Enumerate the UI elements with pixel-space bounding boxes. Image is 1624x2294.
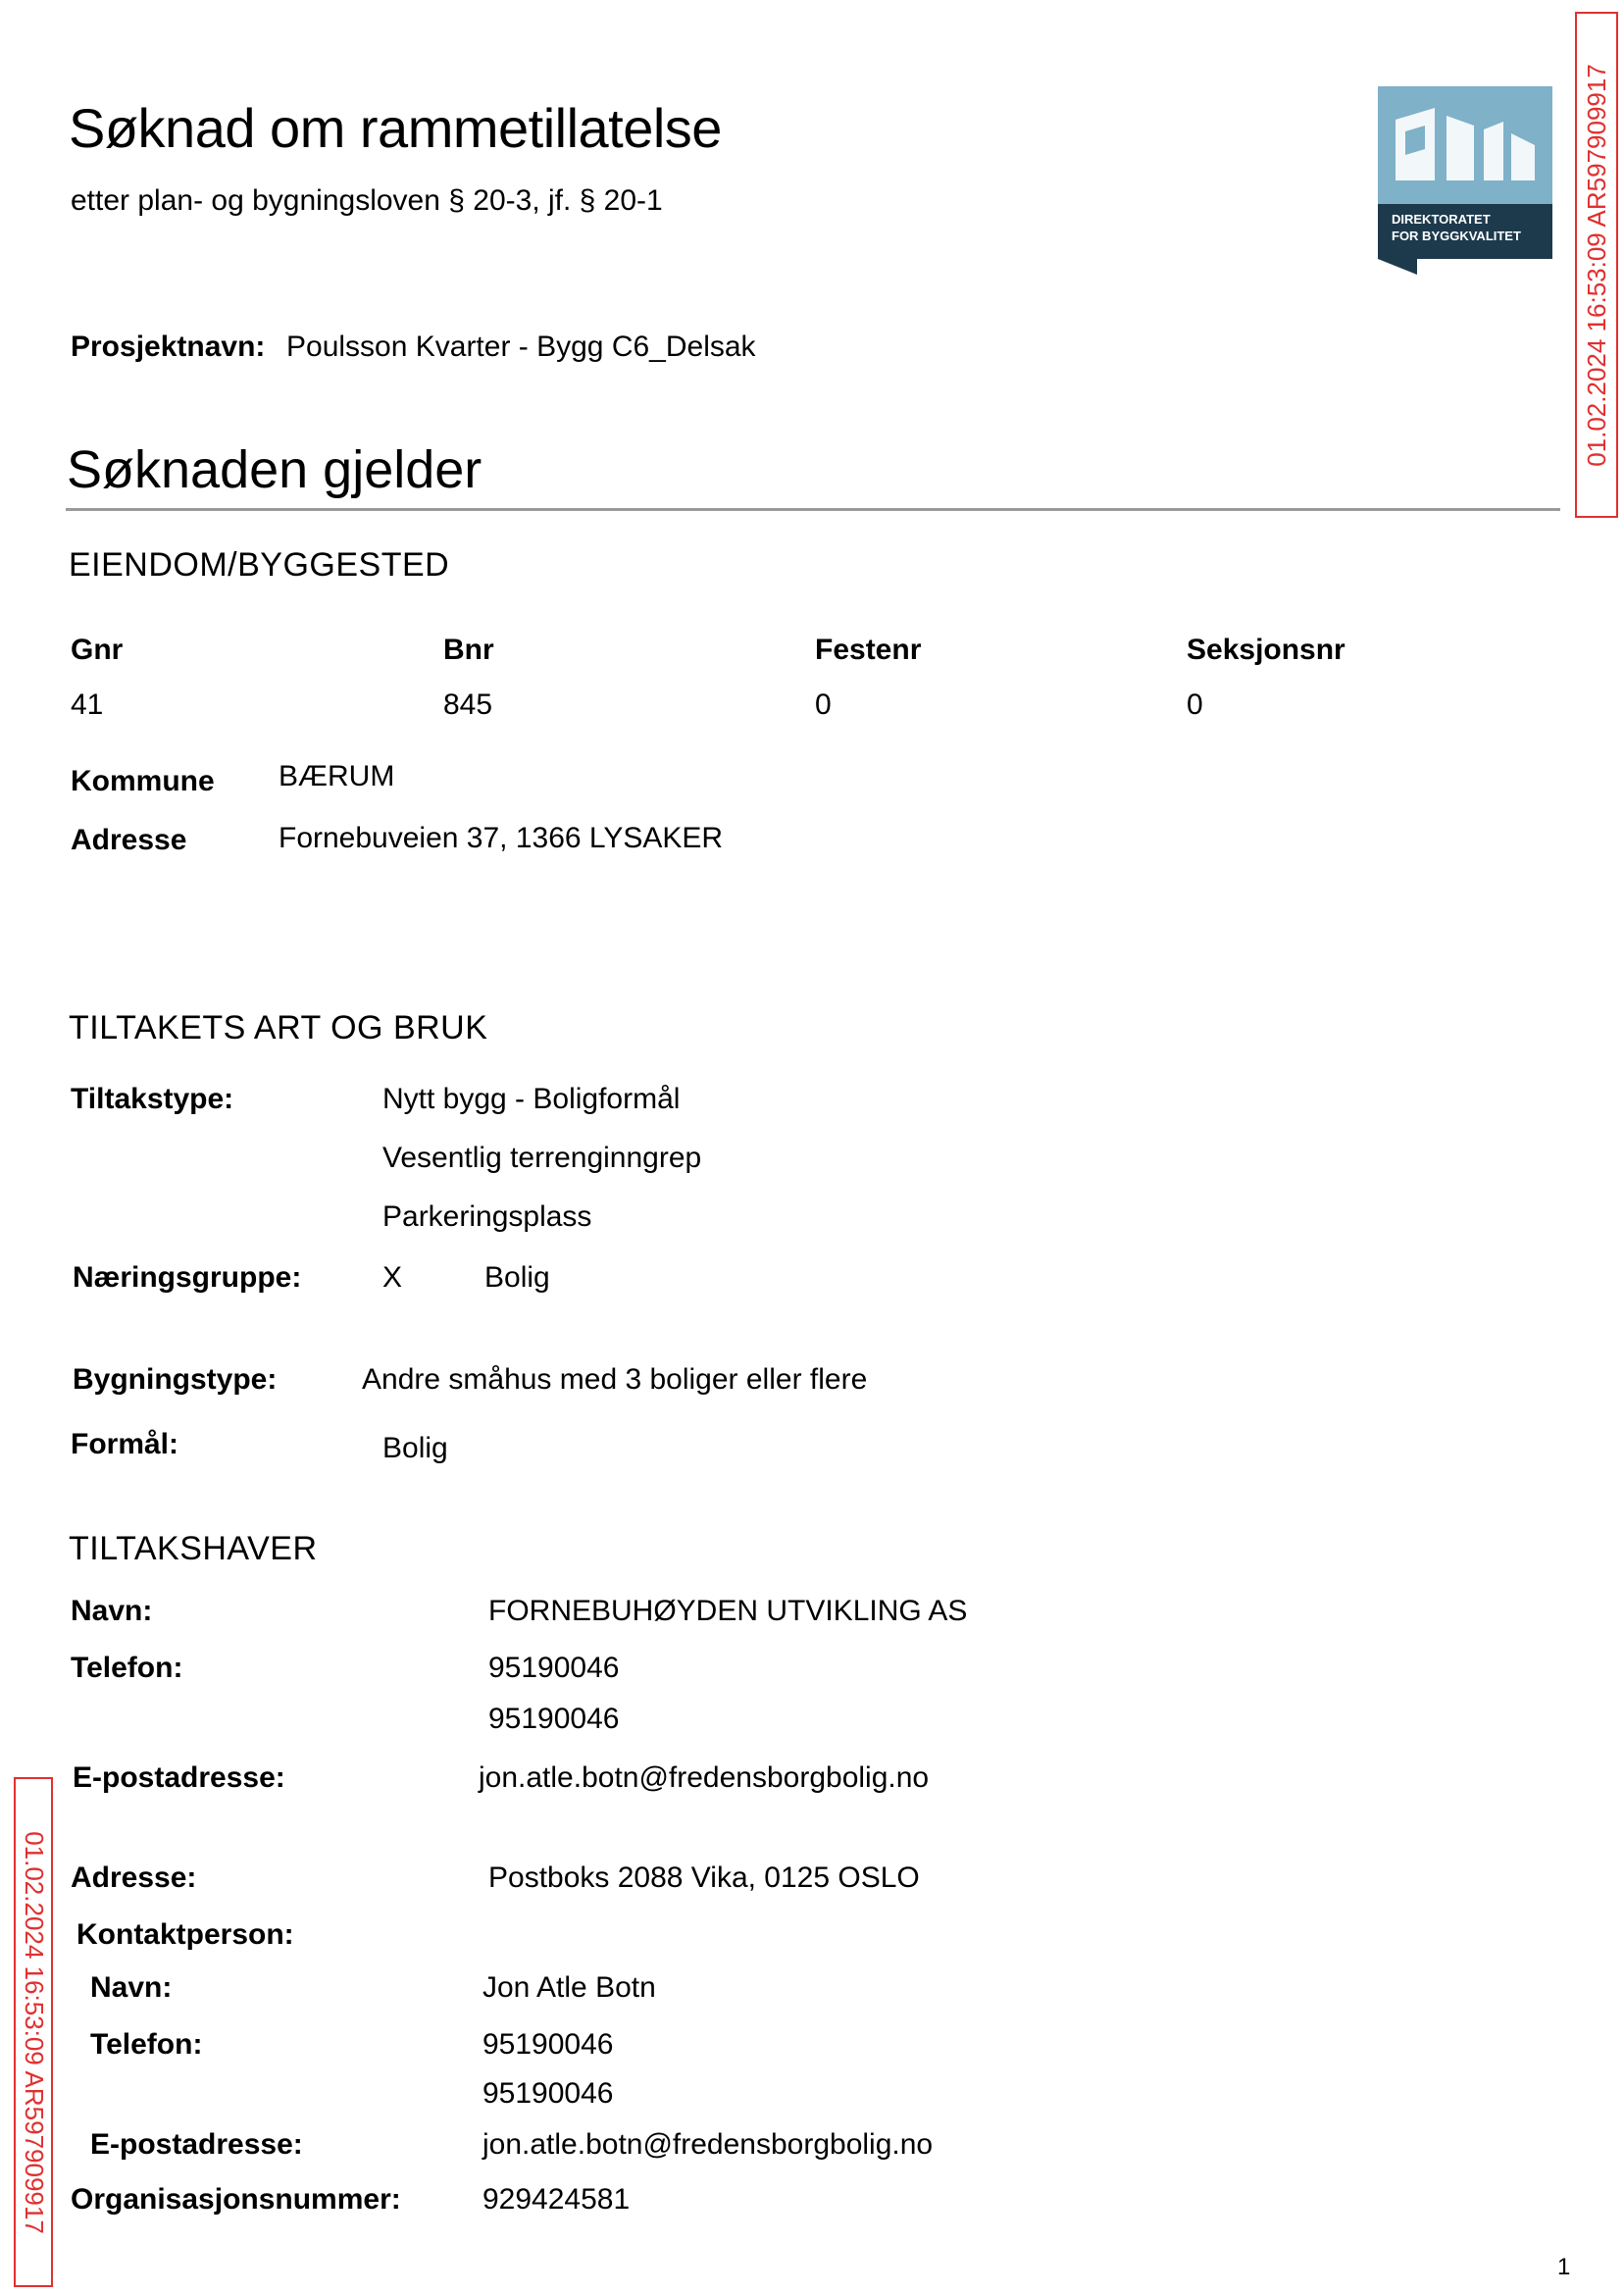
tiltakshaver-telefon-value: 95190046 <box>488 1652 620 1684</box>
festenr-label: Festenr <box>815 634 922 666</box>
seksjonsnr-value: 0 <box>1187 688 1203 721</box>
main-heading: Søknaden gjelder <box>67 440 482 499</box>
timestamp-stamp-bottom-text: 01.02.2024 16:53:09 AR597909917 <box>19 1830 49 2234</box>
orgnr-label: Organisasjonsnummer: <box>71 2183 401 2216</box>
section-tiltakshaver: TILTAKSHAVER <box>69 1530 318 1567</box>
tiltakstype-value: Nytt bygg - Boligformål <box>382 1083 681 1115</box>
timestamp-stamp-bottom <box>14 1777 53 2287</box>
project-name-value: Poulsson Kvarter - Bygg C6_Delsak <box>286 331 756 363</box>
tiltakshaver-adresse-value: Postboks 2088 Vika, 0125 OSLO <box>488 1861 920 1894</box>
tiltakshaver-adresse-label: Adresse: <box>71 1861 197 1894</box>
formal-label: Formål: <box>71 1428 179 1460</box>
kontakt-epost-label: E-postadresse: <box>90 2128 303 2161</box>
dibk-logo <box>1378 86 1552 275</box>
bygningstype-value: Andre småhus med 3 boliger eller flere <box>362 1363 868 1396</box>
tiltakstype-label: Tiltakstype: <box>71 1083 234 1115</box>
kontaktperson-label: Kontaktperson: <box>76 1918 294 1951</box>
kontakt-telefon-value: 95190046 <box>482 2028 614 2061</box>
kontakt-navn-label: Navn: <box>90 1971 173 2004</box>
naeringsgruppe-code: X <box>382 1261 403 1294</box>
bnr-value: 845 <box>443 688 493 721</box>
timestamp-stamp-top <box>1575 12 1618 518</box>
bygningstype-label: Bygningstype: <box>73 1363 278 1396</box>
document-title: Søknad om rammetillatelse <box>69 97 722 159</box>
svg-text:FOR BYGGKVALITET: FOR BYGGKVALITET <box>1392 229 1521 243</box>
kontakt-telefon-label: Telefon: <box>90 2028 203 2061</box>
gnr-label: Gnr <box>71 634 124 666</box>
gnr-value: 41 <box>71 688 104 721</box>
dibk-logo-graphic <box>1378 86 1552 275</box>
section-tiltak: TILTAKETS ART OG BRUK <box>69 1009 488 1046</box>
adresse-value: Fornebuveien 37, 1366 LYSAKER <box>279 822 724 854</box>
tiltakshaver-epost-value: jon.atle.botn@fredensborgbolig.no <box>479 1761 930 1794</box>
naeringsgruppe-label: Næringsgruppe: <box>73 1261 302 1294</box>
seksjonsnr-label: Seksjonsnr <box>1187 634 1345 666</box>
festenr-value: 0 <box>815 688 832 721</box>
kontakt-telefon-value-2: 95190046 <box>482 2077 614 2110</box>
adresse-label: Adresse <box>71 824 187 856</box>
orgnr-value: 929424581 <box>482 2183 631 2216</box>
tiltakshaver-telefon-value-2: 95190046 <box>488 1703 620 1735</box>
project-name-label: Prosjektnavn: <box>71 331 266 363</box>
heading-divider <box>66 508 1560 511</box>
tiltakshaver-navn-label: Navn: <box>71 1595 153 1627</box>
timestamp-stamp-top-text: 01.02.2024 16:53:09 AR597909917 <box>1581 63 1611 467</box>
section-eiendom: EIENDOM/BYGGESTED <box>69 546 450 584</box>
page-number: 1 <box>1557 2254 1571 2280</box>
kommune-value: BÆRUM <box>279 760 395 792</box>
tiltakstype-value: Vesentlig terrenginngrep <box>382 1142 702 1174</box>
formal-value: Bolig <box>382 1432 448 1464</box>
kommune-label: Kommune <box>71 765 215 797</box>
document-subtitle: etter plan- og bygningsloven § 20-3, jf. § 20-1 <box>71 184 663 217</box>
svg-text:DIREKTORATET: DIREKTORATET <box>1392 212 1491 227</box>
tiltakshaver-telefon-label: Telefon: <box>71 1652 183 1684</box>
bnr-label: Bnr <box>443 634 494 666</box>
kontakt-epost-value: jon.atle.botn@fredensborgbolig.no <box>482 2128 934 2161</box>
kontakt-navn-value: Jon Atle Botn <box>482 1971 656 2004</box>
tiltakstype-value: Parkeringsplass <box>382 1200 592 1233</box>
tiltakshaver-epost-label: E-postadresse: <box>73 1761 285 1794</box>
tiltakshaver-navn-value: FORNEBUHØYDEN UTVIKLING AS <box>488 1595 968 1627</box>
naeringsgruppe-value: Bolig <box>484 1261 550 1294</box>
